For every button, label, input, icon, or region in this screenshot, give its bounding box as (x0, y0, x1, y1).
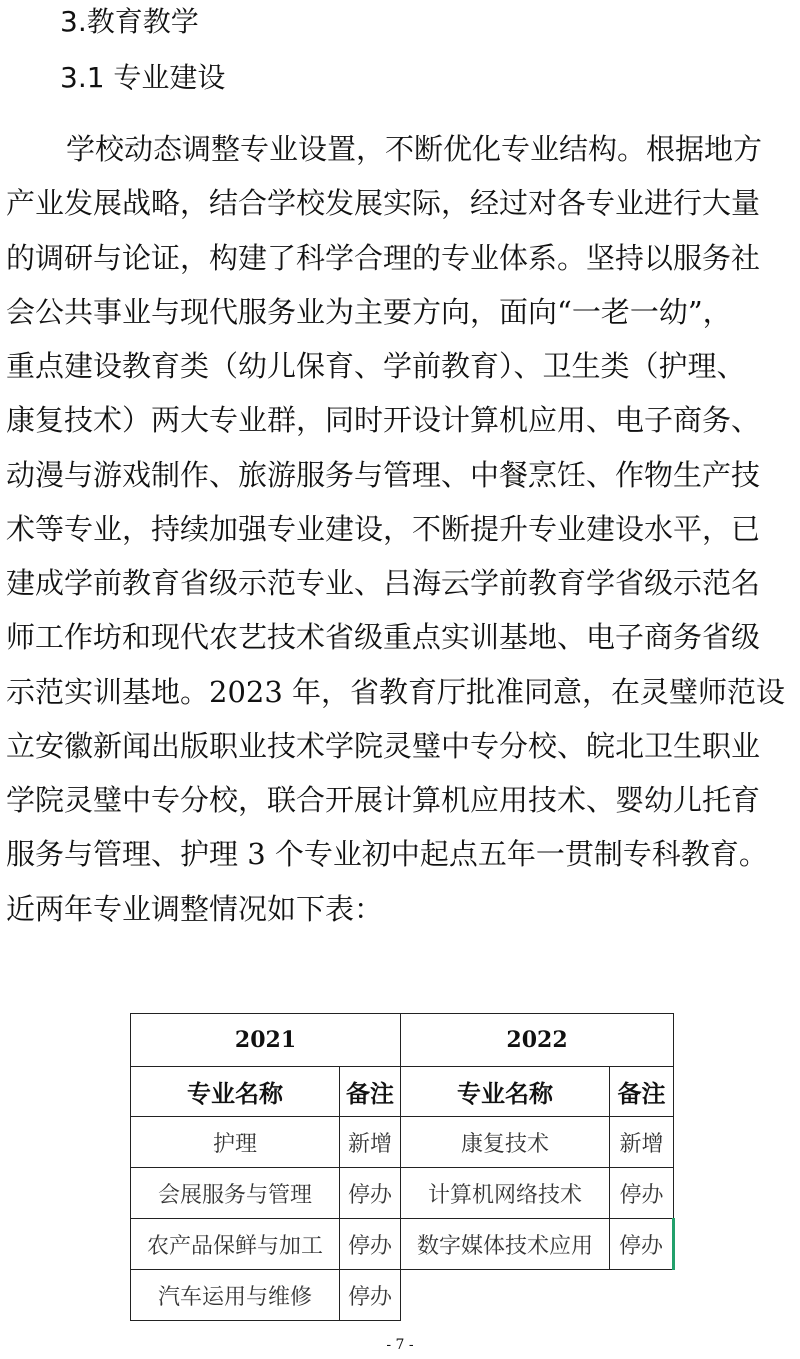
paragraph-line: 的调研与论证，构建了科学合理的专业体系。坚持以服务社 (6, 240, 761, 275)
paragraph-line: 服务与管理、护理 3 个专业初中起点五年一贯制专科教育。 (6, 837, 768, 872)
column-header-note: 备注 (610, 1067, 674, 1117)
note-2022: 停办 (610, 1219, 674, 1270)
note-2021: 新增 (340, 1117, 401, 1168)
year-header-2021: 2021 (131, 1014, 401, 1067)
table-row (131, 1117, 674, 1168)
major-name-2022: 计算机网络技术 (401, 1168, 610, 1219)
table-row (131, 1219, 674, 1270)
empty-cell (610, 1270, 674, 1321)
note-2021: 停办 (340, 1219, 401, 1270)
year-header-2022: 2022 (401, 1014, 674, 1067)
table-row (131, 1168, 674, 1219)
paragraph-line: 重点建设教育类（幼儿保育、学前教育）、卫生类（护理、 (6, 349, 746, 383)
note-2022: 新增 (610, 1117, 674, 1168)
empty-cell (401, 1270, 610, 1321)
note-2022: 停办 (610, 1168, 674, 1219)
major-name-2021: 农产品保鲜与加工 (131, 1219, 340, 1270)
major-name-2021: 护理 (131, 1117, 340, 1168)
paragraph-line: 术等专业，持续加强专业建设，不断提升专业建设水平，已 (6, 511, 761, 546)
paragraph-line: 学院灵璧中专分校，联合开展计算机应用技术、婴幼儿托育 (6, 783, 761, 817)
paragraph-line: 近两年专业调整情况如下表： (6, 891, 384, 926)
paragraph-line: 示范实训基地。2023 年，省教育厅批准同意，在灵璧师范设 (6, 674, 786, 709)
note-2021: 停办 (340, 1270, 401, 1321)
major-name-2021: 汽车运用与维修 (131, 1270, 340, 1321)
major-name-2022: 数字媒体技术应用 (401, 1219, 610, 1270)
column-header-note: 备注 (340, 1067, 401, 1117)
major-name-2021: 会展服务与管理 (131, 1168, 340, 1219)
body-paragraph (0, 122, 800, 936)
paragraph-line: 会公共事业与现代服务业为主要方向，面向“一老一幼”， (6, 294, 732, 329)
paragraph-line: 学校动态调整专业设置，不断优化专业结构。根据地方 (66, 132, 763, 166)
paragraph-line: 立安徽新闻出版职业技术学院灵璧中专分校、皖北卫生职业 (6, 728, 761, 763)
major-name-2022: 康复技术 (401, 1117, 610, 1168)
paragraph-line: 产业发展战略，结合学校发展实际，经过对各专业进行大量 (6, 186, 761, 221)
page-number: - 7 - (386, 1337, 414, 1353)
subsection-heading: 3.1 专业建设 (60, 61, 226, 94)
paragraph-line: 师工作坊和现代农艺技术省级重点实训基地、电子商务省级 (6, 620, 761, 655)
note-2021: 停办 (340, 1168, 401, 1219)
paragraph-line: 康复技术）两大专业群，同时开设计算机应用、电子商务、 (6, 403, 761, 438)
paragraph-line: 动漫与游戏制作、旅游服务与管理、中餐烹饪、作物生产技 (6, 457, 761, 492)
table-row (131, 1270, 674, 1321)
section-heading: 3.教育教学 (60, 5, 199, 38)
major-adjustment-table (130, 1013, 675, 1321)
column-header-name: 专业名称 (131, 1067, 340, 1117)
paragraph-line: 建成学前教育省级示范专业、吕海云学前教育学省级示范名 (6, 566, 761, 600)
column-header-name: 专业名称 (401, 1067, 610, 1117)
